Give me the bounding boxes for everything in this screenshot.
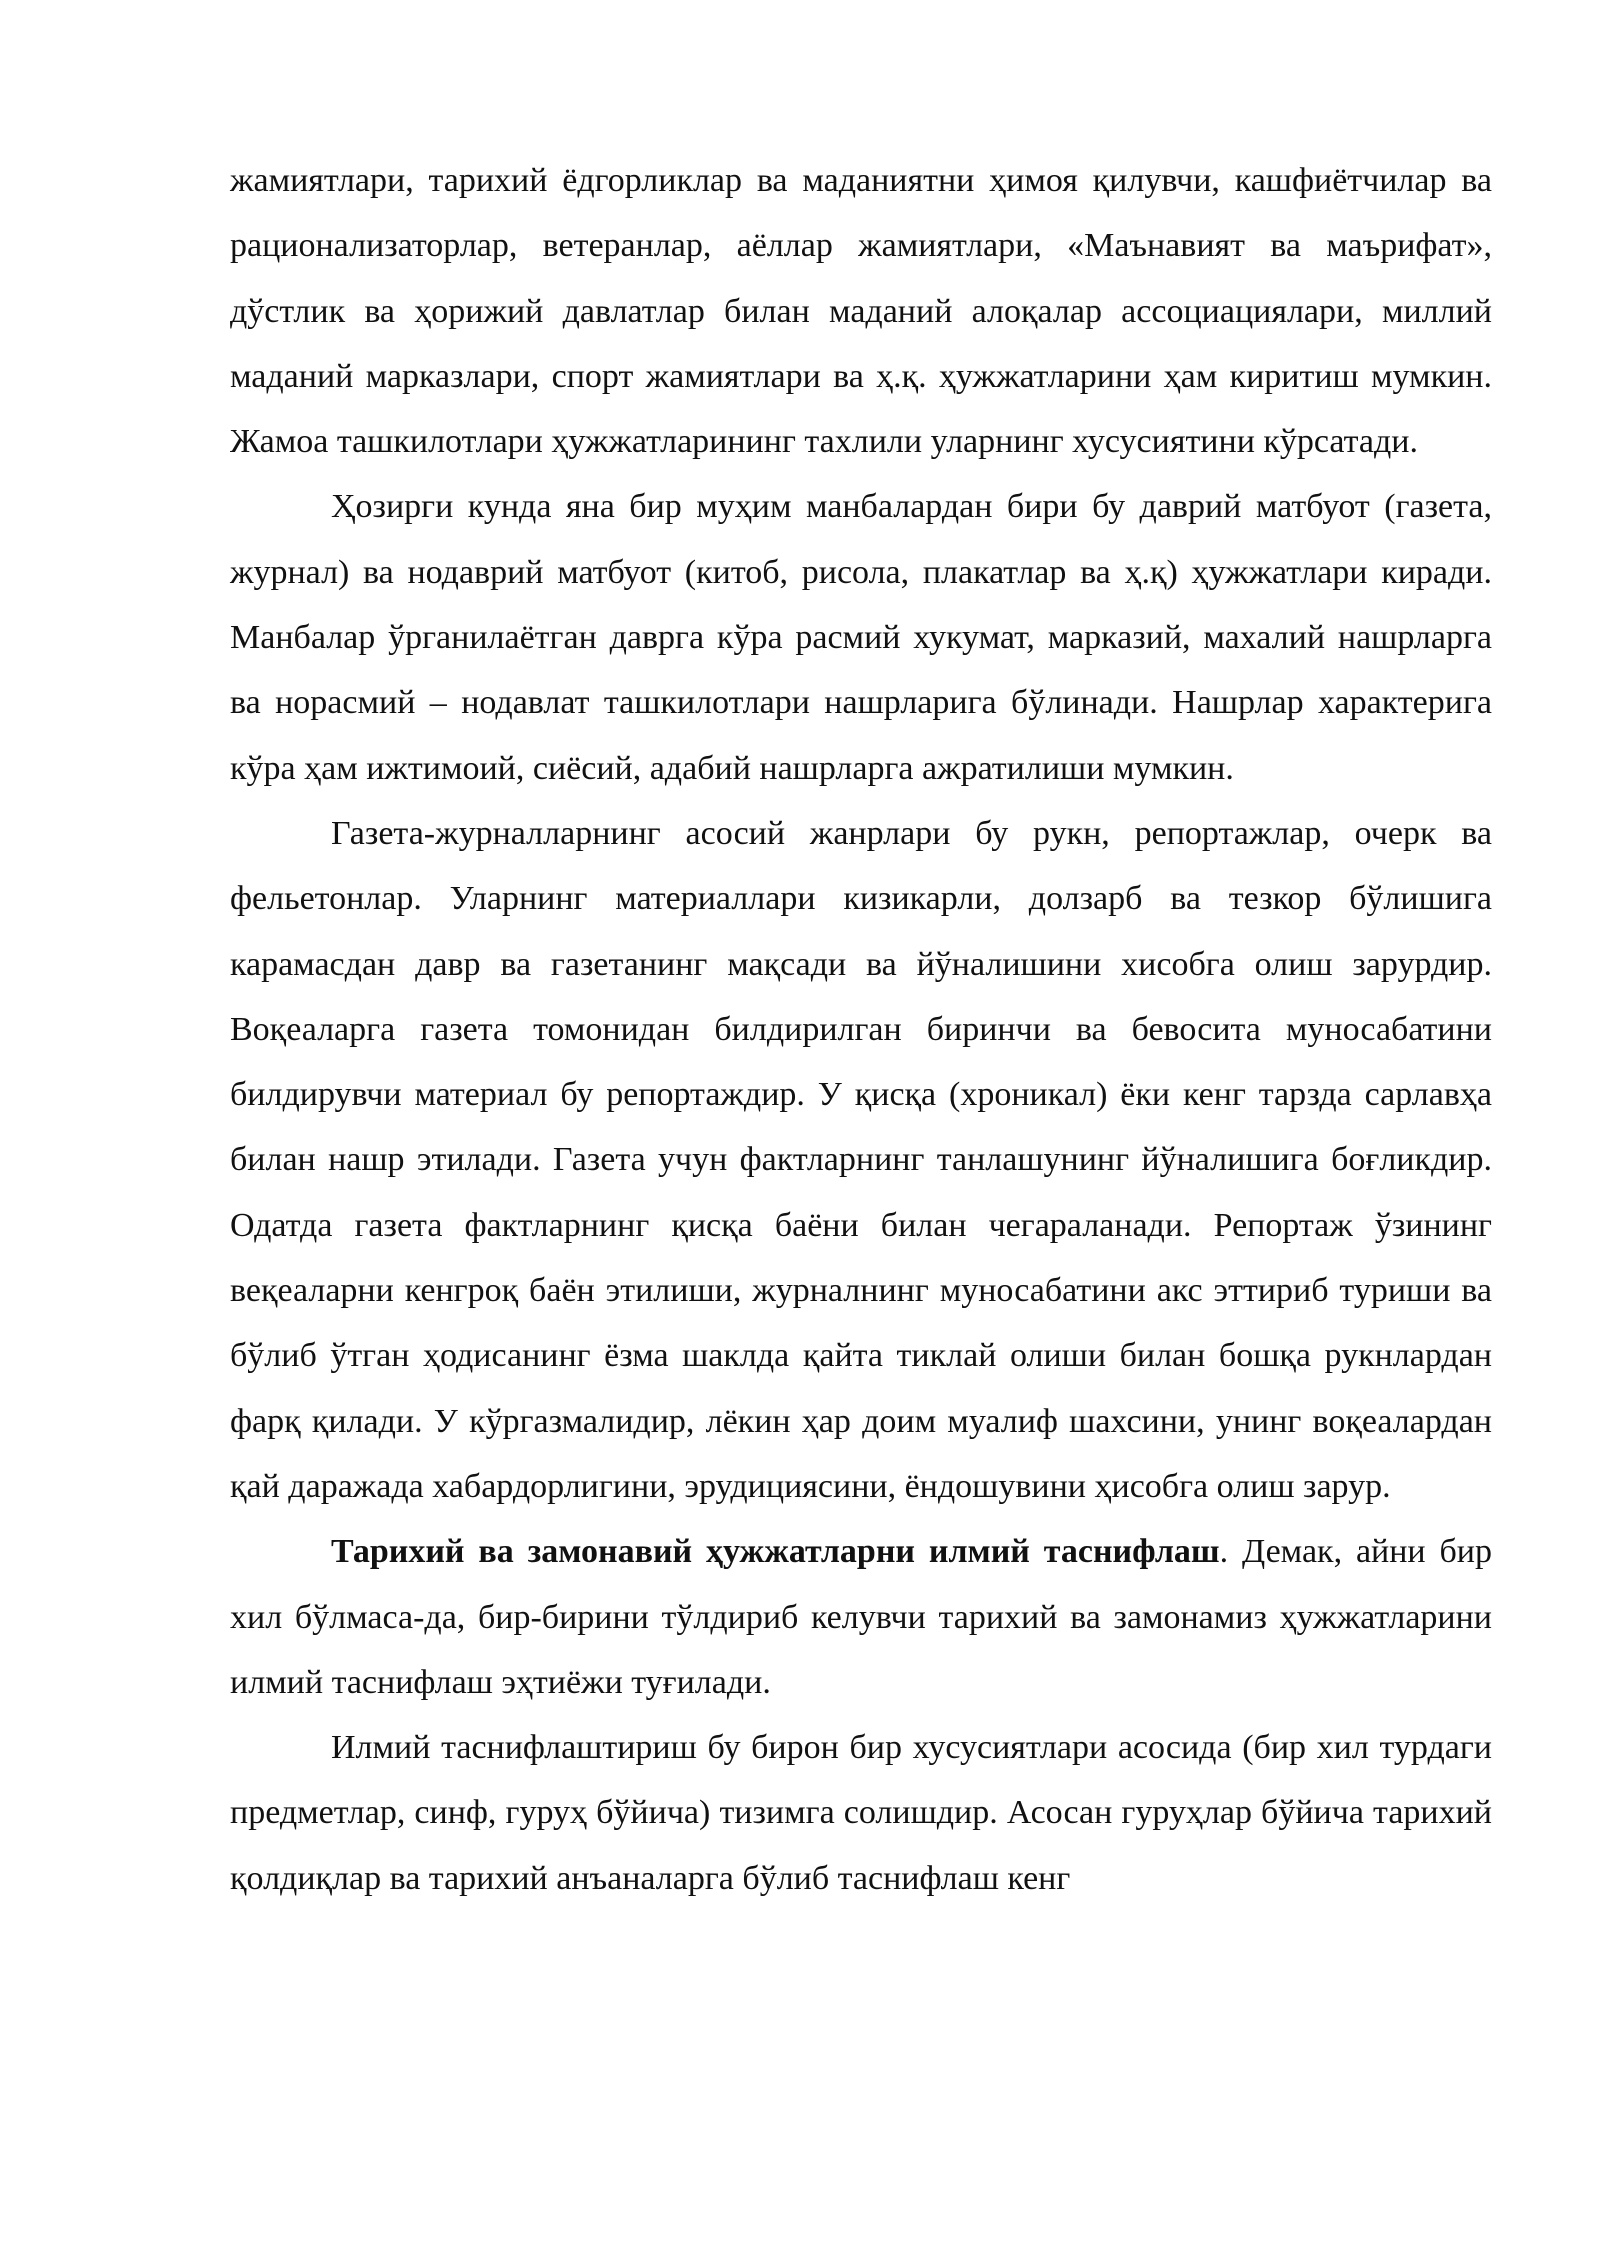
paragraph-periodical-press: Ҳозирги кунда яна бир муҳим манбалардан бири бу даврий матбуот (газета, журнал) ва нодаврий матбуот (китоб, рисола, плакатлар ва ҳ.қ) ҳужжатлари киради. Манбалар ўрганилаётган даврга кўра расмий хукумат, марказий, махалий нашрларга ва норасмий – нодавлат ташкилотлари нашрларига бўлинади. Нашрлар характерига кўра ҳам ижтимоий, сиёсий, адабий нашрларга ажратилиши мумкин. bbox=[230, 488, 1492, 787]
section-heading-continuation: . Демак, айни бир хил бўлмаса-да, бир-бирини тўлдириб келувчи тарихий ва замонамиз ҳужжатларини илмий таснифлаш эҳтиёжи туғилади. bbox=[230, 1533, 1492, 1701]
paragraph-classification-heading bbox=[230, 1519, 1492, 1715]
paragraph-continuation: жамиятлари, тарихий ёдгорликлар ва маданиятни ҳимоя қилувчи, кашфиётчилар ва рационализаторлар, ветеранлар, аёллар жамиятлари, «Маънавият ва маърифат», дўстлик ва ҳорижий давлатлар билан маданий алоқалар ассоциациялари, миллий маданий марказлари, спорт жамиятлари ва ҳ.қ. ҳужжатларини ҳам киритиш мумкин. Жамоа ташкилотлари ҳужжатларининг тахлили уларнинг хусусиятини кўрсатади. bbox=[230, 162, 1492, 461]
section-heading: Тарихий ва замонавий ҳужжатларни илмий таснифлаш bbox=[331, 1533, 1220, 1571]
paragraph-newspaper-genres: Газета-журналларнинг асосий жанрлари бу рукн, репортажлар, очерк ва фельетонлар. Уларнинг материаллари кизикарли, долзарб ва тезкор бўлишига карамасдан давр ва газетанинг мақсади ва йўналишини хисобга олиш зарурдир. Воқеаларга газета томонидан билдирилган биринчи ва бевосита муносабатини билдирувчи материал бу репортаждир. У қисқа (хроникал) ёки кенг тарзда сарлавҳа билан нашр этилади. Газета учун фактларнинг танлашунинг йўналишига боғликдир. Одатда газета фактларнинг қисқа баёни билан чегараланади. Репортаж ўзининг веқеаларни кенгроқ баён этилиши, журналнинг муносабатини акс эттириб туриши ва бўлиб ўтган ҳодисанинг ёзма шаклда қайта тиклай олиши билан бошқа рукнлардан фарқ қилади. У кўргазмалидир, лёкин ҳар доим муалиф шахсини, унинг воқеалардан қай даражада хабардорлигини, эрудициясини, ёндошувини ҳисобга олиш зарур. bbox=[230, 814, 1492, 1505]
document-body bbox=[230, 148, 1492, 1911]
paragraph-scientific-classification: Илмий таснифлаштириш бу бирон бир хусусиятлари асосида (бир хил турдаги предметлар, синф, гуруҳ бўйича) тизимга солишдир. Асосан гуруҳлар бўйича тарихий қолдиқлар ва тарихий анъаналарга бўлиб таснифлаш кенг bbox=[230, 1729, 1492, 1897]
